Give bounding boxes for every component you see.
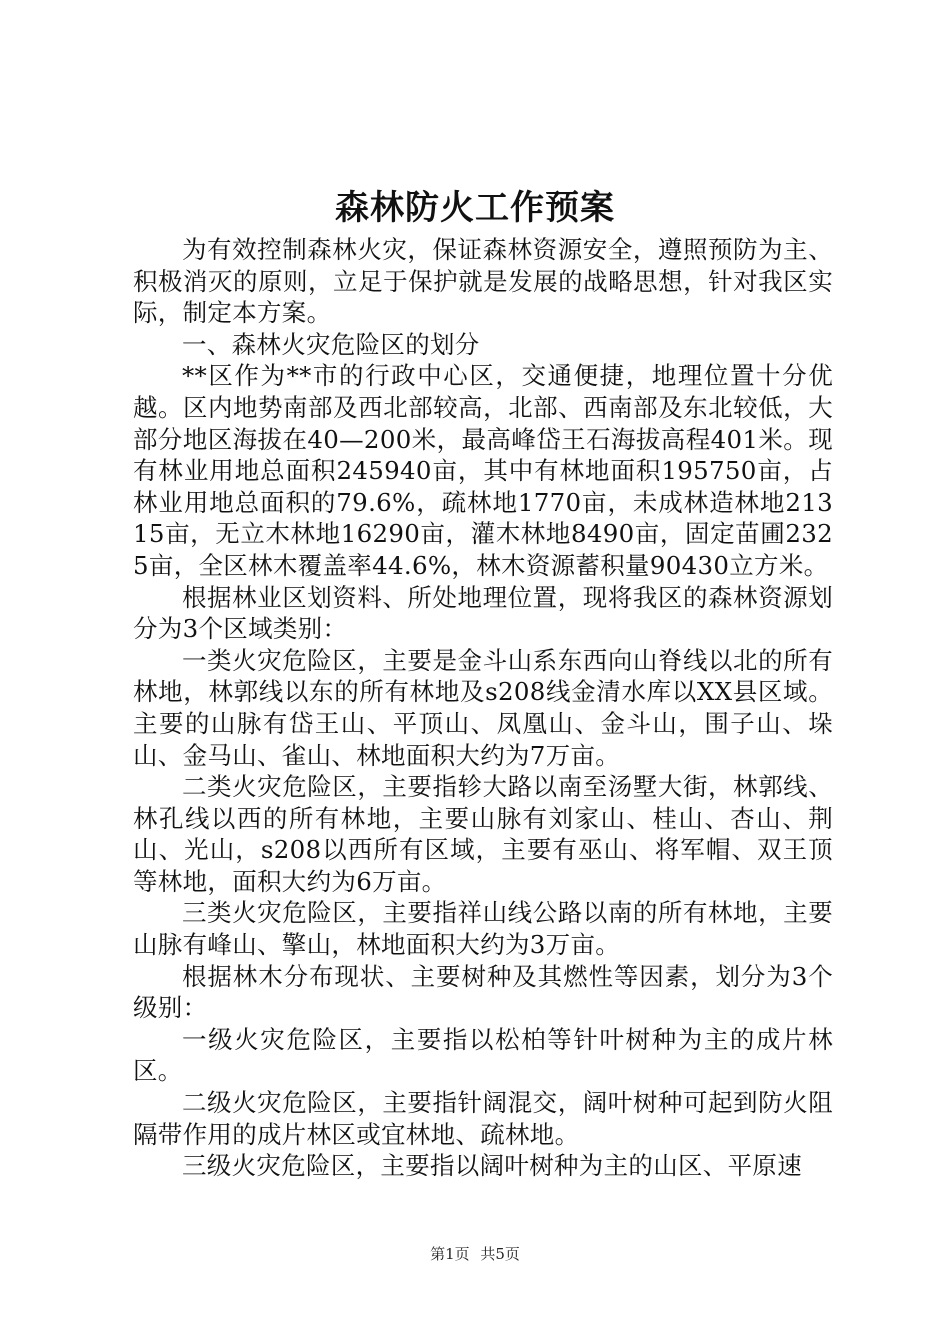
paragraph-level-3: 三级火灾危险区，主要指以阔叶树种为主的山区、平原速: [182, 1151, 802, 1181]
page-total: 共5页: [480, 1245, 520, 1263]
paragraph-zone-intro: 根据林业区划资料、所处地理位置，现将我区的森林资源划分为3个区域类别：: [133, 582, 833, 644]
document-body: [133, 234, 833, 1182]
paragraph-intro: 为有效控制森林火灾，保证森林资源安全，遵照预防为主、积极消灭的原则，立足于保护就是发展的战略思想，针对我区实际，制定本方案。: [133, 235, 833, 328]
paragraph-zone-3: 三类火灾危险区，主要指祥山线公路以南的所有林地，主要山脉有峰山、擎山，林地面积大约为3万亩。: [133, 898, 833, 960]
paragraph-zone-2: 二类火灾危险区，主要指轸大路以南至汤墅大街，林郭线、林孔线以西的所有林地，主要山脉有刘家山、桂山、杏山、荆山、光山，s208以西所有区域，主要有巫山、将军帽、双王顶等林地，面积大约为6万亩。: [133, 772, 833, 896]
page-footer: [0, 1244, 950, 1264]
paragraph-level-intro: 根据林木分布现状、主要树种及其燃性等因素，划分为3个级别：: [133, 961, 833, 1023]
paragraph-level-2: 二级火灾危险区，主要指针阔混交，阔叶树种可起到防火阻隔带作用的成片林区或宜林地、疏林地。: [133, 1088, 833, 1149]
paragraph-level-1: 一级火灾危险区，主要指以松柏等针叶树种为主的成片林区。: [133, 1024, 833, 1086]
paragraph-overview: **区作为**市的行政中心区，交通便捷，地理位置十分优越。区内地势南部及西北部较高，北部、西南部及东北较低，大部分地区海拔在40—200米，最高峰岱王石海拔高程401米。现有林业用地总面积245940亩，其中有林地面积195750亩，占林业用地总面积的79.6%，疏林地1770亩，未成林造林地21315亩，无立木林地16290亩，灌木林地8490亩，固定苗圃2325亩，全区林木覆盖率44.6%，林木资源蓄积量90430立方米。: [133, 361, 833, 580]
document-title: 森林防火工作预案: [335, 188, 615, 228]
paragraph-zone-1: 一类火灾危险区，主要是金斗山系东西向山脊线以北的所有林地，林郭线以东的所有林地及s208线金清水库以XX县区域。主要的山脉有岱王山、平顶山、凤凰山、金斗山，围子山、垛山、金马山、雀山、林地面积大约为7万亩。: [133, 645, 833, 770]
section-heading: 一、森林火灾危险区的划分: [182, 329, 480, 359]
page-number: 第1页: [430, 1245, 470, 1263]
